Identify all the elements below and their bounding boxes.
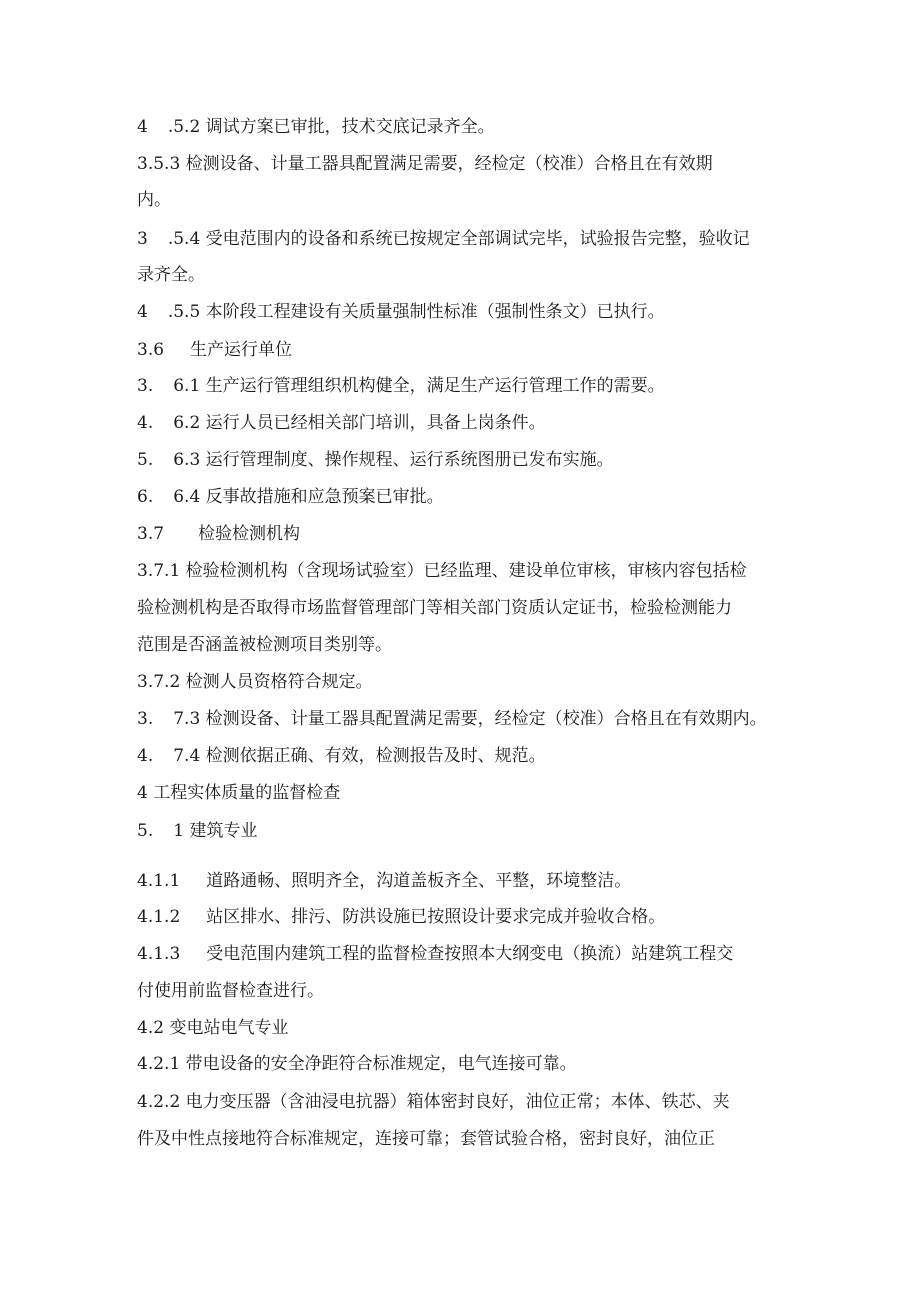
line-text: 6.4 反事故措施和应急预案已审批。 [173,487,444,507]
section-4-1-heading [137,820,257,842]
line-text: 生产运行单位 [190,340,293,360]
line-3-7-1 [137,560,747,582]
line-number: 4.1.2 [137,907,181,927]
section-4-heading [137,782,340,804]
line-number: 4.1.3 [137,944,181,964]
section-4-2-heading [137,1017,288,1039]
line-4-5-2 [137,116,495,138]
line-number: 4. [137,413,154,433]
line-number: 6. [137,487,154,507]
line-text: 站区排水、排污、防洪设施已按照设计要求完成并验收合格。 [206,907,666,927]
line-3-7-1-cont-1 [137,597,732,619]
line-text: 1 建筑专业 [173,821,258,841]
line-text: 付使用前监督检查进行。 [137,981,324,1001]
line-3-6-4 [137,486,444,508]
line-text: 4.2 变电站电气专业 [137,1018,289,1038]
line-3-5-3-cont [137,189,171,211]
line-3-7-2 [137,671,373,693]
line-number: 3 [137,229,148,249]
line-number: 5. [137,821,154,841]
line-3-7-1-cont-2 [137,634,392,656]
line-3-6-3 [137,449,614,471]
line-number: 4 [137,117,148,137]
line-number: 4.1.1 [137,871,181,891]
line-text: .5.5 本阶段工程建设有关质量强制性标准（强制性条文）已执行。 [167,302,665,322]
line-text: 4 工程实体质量的监督检查 [137,783,341,803]
line-text: .5.4 受电范围内的设备和系统已按规定全部调试完毕，试验报告完整，验收记 [167,229,750,249]
line-text: 3.7.2 检测人员资格符合规定。 [137,672,373,692]
line-text: 6.1 生产运行管理组织机构健全，满足生产运行管理工作的需要。 [173,376,665,396]
section-3-7-heading [137,523,300,545]
line-text: .5.2 调试方案已审批，技术交底记录齐全。 [167,117,495,137]
line-number: 3. [137,376,154,396]
line-number: 3.6 [137,340,165,360]
line-number: 3. [137,709,154,729]
line-4-1-3-cont [137,980,324,1002]
line-text: 3.7.1 检验检测机构（含现场试验室）已经监理、建设单位审核，审核内容包括检 [137,561,747,581]
line-text: 6.2 运行人员已经相关部门培训，具备上岗条件。 [173,413,546,433]
section-3-6-heading [137,339,292,361]
line-3-7-4 [137,745,546,767]
line-text: 内。 [137,190,171,210]
line-3-6-1 [137,375,665,397]
line-text: 4.2.2 电力变压器（含油浸电抗器）箱体密封良好，油位正常；本体、铁芯、夹 [137,1092,730,1112]
line-3-5-4 [137,228,750,250]
line-3-5-4-cont [137,264,205,286]
line-text: 检验检测机构 [198,524,301,544]
line-text: 范围是否涵盖被检测项目类别等。 [137,635,392,655]
line-text: 受电范围内建筑工程的监督检查按照本大纲变电（换流）站建筑工程交 [206,944,734,964]
line-text: 7.3 检测设备、计量工器具配置满足需要，经检定（校准）合格且在有效期内。 [173,709,767,729]
line-text: 7.4 检测依据正确、有效，检测报告及时、规范。 [173,746,546,766]
line-4-2-2 [137,1091,730,1113]
line-4-1-3 [137,943,733,965]
line-4-5-5 [137,301,665,323]
line-4-2-1 [137,1053,577,1075]
line-text: 件及中性点接地符合标准规定，连接可靠；套管试验合格，密封良好，油位正 [137,1129,715,1149]
line-3-6-2 [137,412,546,434]
line-number: 4 [137,302,148,322]
line-4-2-2-cont [137,1128,715,1150]
line-number: 3.7 [137,524,165,544]
line-4-1-1 [137,870,631,892]
line-text: 录齐全。 [137,265,205,285]
line-4-1-2 [137,906,665,928]
line-text: 道路通畅、照明齐全，沟道盖板齐全、平整，环境整洁。 [206,871,632,891]
line-text: 4.2.1 带电设备的安全净距符合标准规定，电气连接可靠。 [137,1054,577,1074]
line-3-5-3 [137,153,713,175]
line-3-7-3 [137,708,767,730]
line-text: 验检测机构是否取得市场监督管理部门等相关部门资质认定证书，检验检测能力 [137,598,732,618]
line-number: 4. [137,746,154,766]
line-text: 6.3 运行管理制度、操作规程、运行系统图册已发布实施。 [173,450,614,470]
line-text: 3.5.3 检测设备、计量工器具配置满足需要，经检定（校准）合格且在有效期 [137,154,713,174]
line-number: 5. [137,450,154,470]
